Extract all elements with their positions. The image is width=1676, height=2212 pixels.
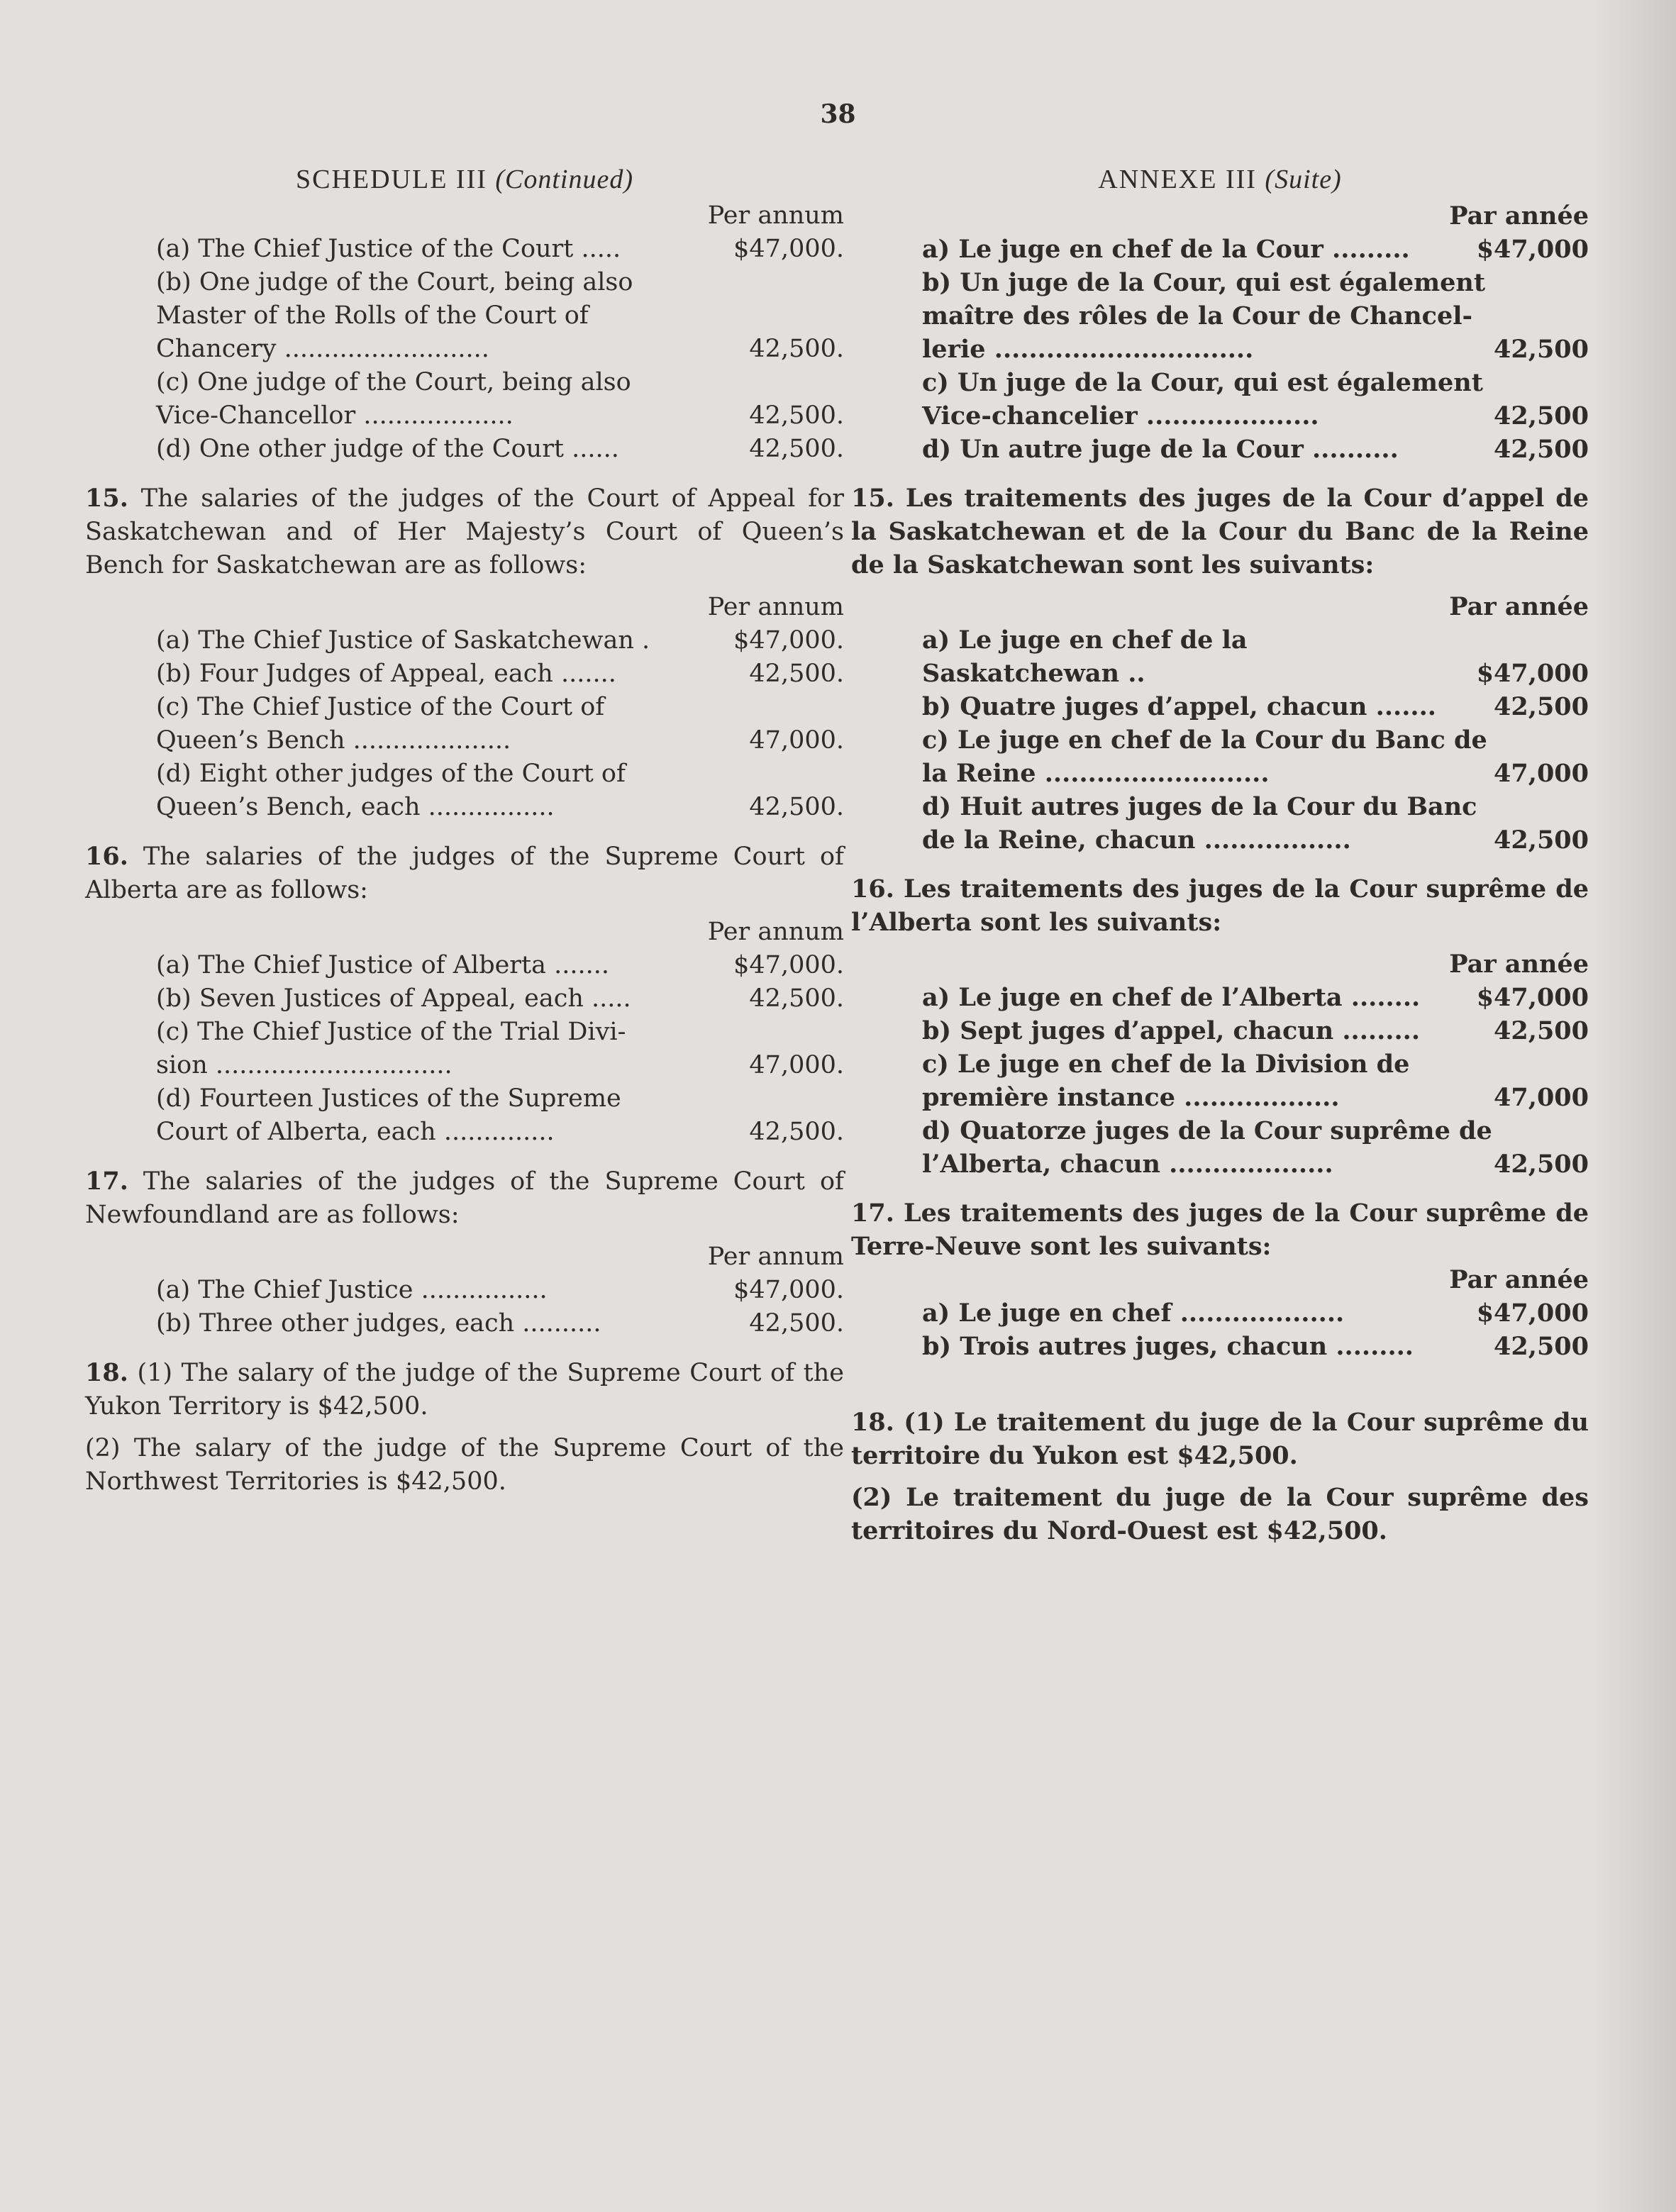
- rate-row: d) Un autre juge de la Cour .......... 42,500: [922, 435, 1589, 464]
- section-18: [85, 1356, 844, 1499]
- per-annum-label: Per annum: [707, 918, 844, 946]
- per-annum-label: Per annum: [707, 201, 844, 230]
- rate-row: lerie .............................. 42,500: [922, 335, 1589, 364]
- rate-row: (a) The Chief Justice of Saskatchewan . $47,000.: [156, 626, 844, 655]
- section-paragraph: 15. The salaries of the judges of the Court of Appeal for Saskatchewan and of Her Majesty’s Court of Queen’s Bench for Saskatchewan are as follows:: [85, 484, 844, 579]
- rate-row: (d) One other judge of the Court ...... 42,500.: [156, 435, 844, 463]
- french-column: [851, 163, 1589, 1563]
- rate-row: (b) Four Judges of Appeal, each ....... 42,500.: [156, 660, 844, 688]
- section-14-rates: [85, 199, 844, 466]
- rate-row-text: (d) Fourteen Justices of the Supreme: [156, 1084, 621, 1113]
- rate-row: Queen’s Bench .................... 47,000.: [156, 726, 844, 755]
- par-annee-label: Par année: [1449, 1265, 1589, 1294]
- rate-row-text: c) Le juge en chef de la Cour du Banc de: [922, 726, 1487, 755]
- par-annee-label: Par année: [1449, 950, 1589, 979]
- section-18: [851, 1406, 1589, 1547]
- rate-row: Queen’s Bench, each ................ 42,500.: [156, 793, 844, 821]
- rate-row: l’Alberta, chacun ................... 42,500: [922, 1150, 1589, 1179]
- rate-row: Chancery .......................... 42,500.: [156, 335, 844, 363]
- rate-row: a) Le juge en chef de l’Alberta ........ $47,000: [922, 983, 1589, 1012]
- rate-row: (a) The Chief Justice ................ $47,000.: [156, 1276, 844, 1304]
- per-annum-label: Per annum: [707, 1243, 844, 1271]
- section-14-rates: [851, 199, 1589, 466]
- rate-row: de la Reine, chacun ................. 42,500: [922, 826, 1589, 855]
- rate-row: a) Le juge en chef ................... $47,000: [922, 1299, 1589, 1328]
- rate-row: b) Quatre juges d’appel, chacun ....... 42,500: [922, 692, 1589, 721]
- rate-row: (b) Three other judges, each .......... 42,500.: [156, 1309, 844, 1338]
- rate-row-text: (c) The Chief Justice of the Court of: [156, 693, 605, 721]
- rate-row: a) Le juge en chef de la Cour ......... $47,000: [922, 235, 1589, 264]
- section-paragraph: (2) Le traitement du juge de la Cour suprême des territoires du Nord-Ouest est $42,500.: [851, 1483, 1589, 1545]
- rate-row-text: (b) One judge of the Court, being also: [156, 268, 633, 296]
- rate-row: a) Le juge en chef de la Saskatchewan .. $47,000: [922, 626, 1589, 688]
- section-paragraph: 15. Les traitements des juges de la Cour d’appel de la Saskatchewan et de la Cour du Banc de la Reine de la Saskatchewan sont les suivants:: [851, 484, 1589, 579]
- section-15: [851, 482, 1589, 857]
- page-edge-shadow: [1591, 0, 1676, 2212]
- rate-row: (b) Seven Justices of Appeal, each ..... 42,500.: [156, 984, 844, 1013]
- rate-row-text: Master of the Rolls of the Court of: [156, 301, 589, 330]
- par-annee-label: Par année: [1449, 201, 1589, 230]
- annexe-heading: ANNEXE III (Suite): [1098, 165, 1342, 194]
- rate-row-text: b) Un juge de la Cour, qui est également: [922, 268, 1486, 297]
- par-annee-label: Par année: [1449, 592, 1589, 621]
- rate-row: (a) The Chief Justice of the Court ..... $47,000.: [156, 235, 844, 263]
- rate-row-text: (c) One judge of the Court, being also: [156, 368, 631, 396]
- section-paragraph: 16. The salaries of the judges of the Supreme Court of Alberta are as follows:: [85, 842, 844, 904]
- rate-row: sion .............................. 47,000.: [156, 1051, 844, 1079]
- rate-row-text: (c) The Chief Justice of the Trial Divi-: [156, 1018, 626, 1046]
- section-paragraph: (2) The salary of the judge of the Supreme Court of the Northwest Territories is $42,500.: [85, 1434, 844, 1496]
- rate-row: Vice-chancelier .................... 42,500: [922, 401, 1589, 430]
- per-annum-label: Per annum: [707, 593, 844, 621]
- section-paragraph: 16. Les traitements des juges de la Cour suprême de l’Alberta sont les suivants:: [851, 874, 1589, 937]
- section-17: [851, 1196, 1589, 1363]
- rate-row: b) Trois autres juges, chacun ......... 42,500: [922, 1332, 1589, 1361]
- rate-row: b) Sept juges d’appel, chacun ......... 42,500: [922, 1016, 1589, 1045]
- rate-row: la Reine .......................... 47,000: [922, 759, 1589, 788]
- section-15: [85, 482, 844, 824]
- rate-row-text: maître des rôles de la Cour de Chancel-: [922, 301, 1473, 330]
- rate-row: (a) The Chief Justice of Alberta ....... $47,000.: [156, 951, 844, 979]
- section-16: [851, 872, 1589, 1181]
- rate-row-text: d) Quatorze juges de la Cour suprême de: [922, 1116, 1492, 1145]
- schedule-heading: SCHEDULE III (Continued): [295, 165, 634, 194]
- rate-row: première instance .................. 47,000: [922, 1083, 1589, 1112]
- rate-row-text: (d) Eight other judges of the Court of: [156, 760, 626, 788]
- section-16: [85, 840, 844, 1149]
- section-paragraph: 18. (1) Le traitement du juge de la Cour suprême du territoire du Yukon est $42,500.: [851, 1408, 1589, 1470]
- page-number: 38: [820, 99, 856, 129]
- rate-row-text: c) Le juge en chef de la Division de: [922, 1050, 1410, 1079]
- section-17: [85, 1165, 844, 1340]
- english-column: [85, 163, 844, 1514]
- rate-row: Court of Alberta, each .............. 42,500.: [156, 1118, 844, 1146]
- section-paragraph: 17. Les traitements des juges de la Cour suprême de Terre-Neuve sont les suivants:: [851, 1199, 1589, 1261]
- rate-row: Vice-Chancellor ................... 42,500.: [156, 401, 844, 430]
- rate-row-text: c) Un juge de la Cour, qui est également: [922, 368, 1483, 397]
- rate-row-text: d) Huit autres juges de la Cour du Banc: [922, 792, 1477, 821]
- section-paragraph: 18. (1) The salary of the judge of the Supreme Court of the Yukon Territory is $42,500.: [85, 1358, 844, 1421]
- section-paragraph: 17. The salaries of the judges of the Supreme Court of Newfoundland are as follows:: [85, 1167, 844, 1229]
